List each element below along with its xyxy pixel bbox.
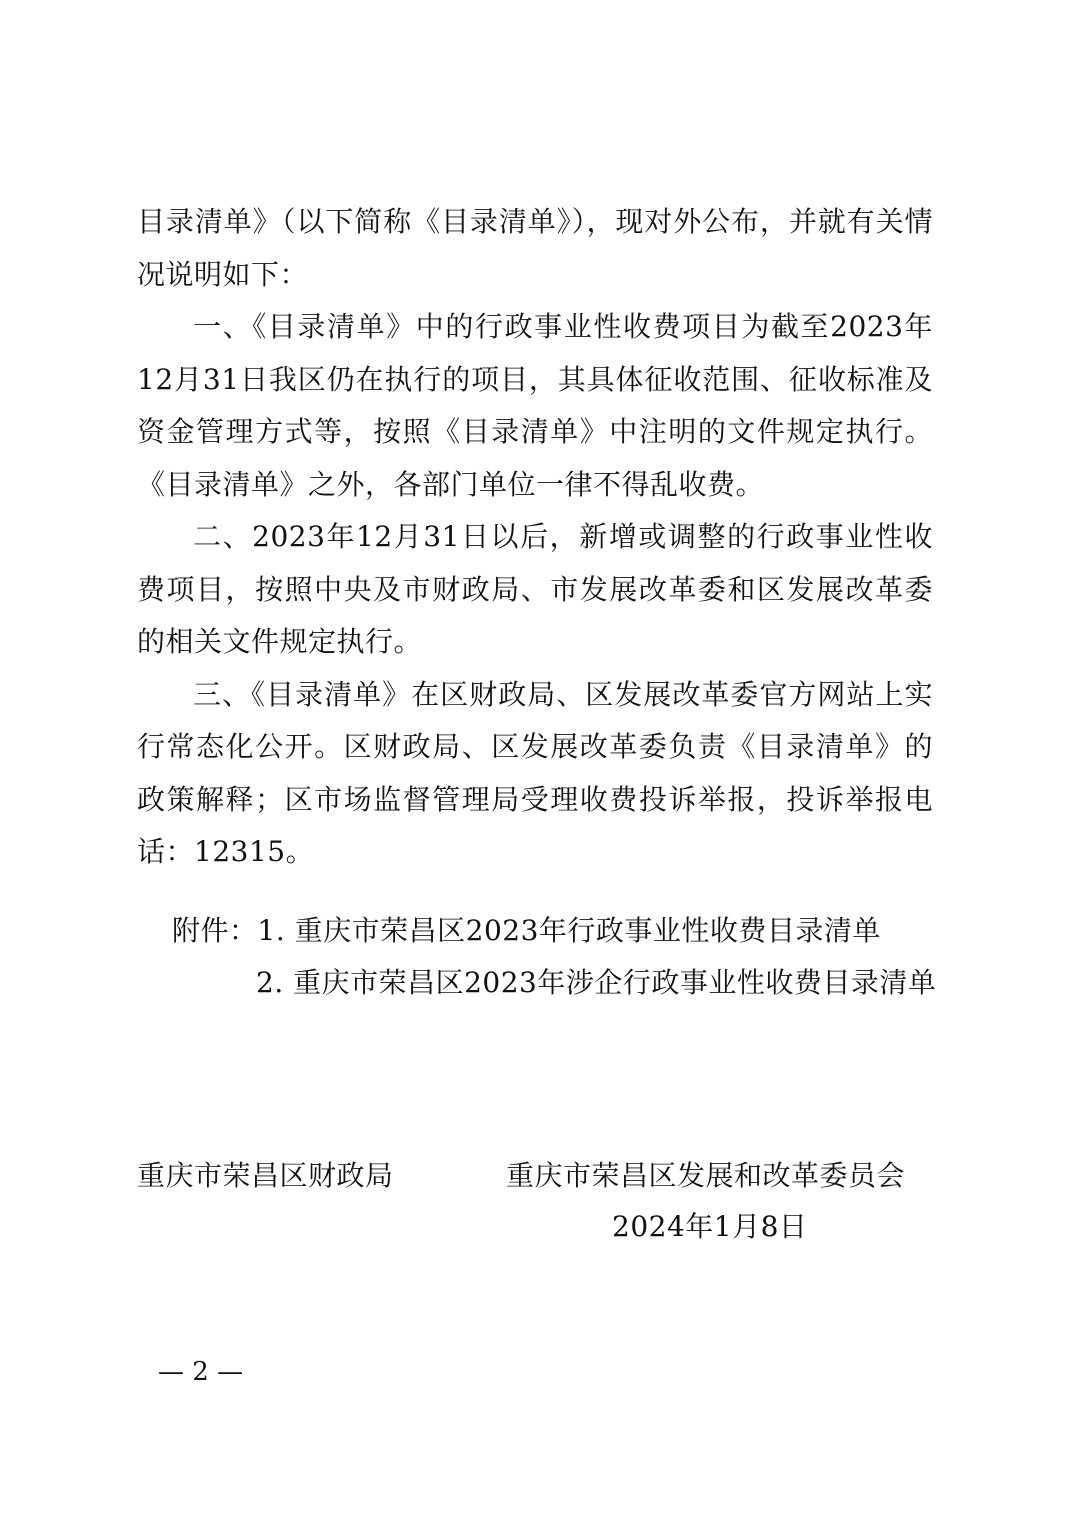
attachments-section [172, 905, 942, 1009]
page-number: — 2 — [158, 1357, 244, 1387]
document-body [137, 196, 933, 879]
attachment-item-2: 2. 重庆市荣昌区2023年涉企行政事业性收费目录清单 [256, 966, 937, 999]
attachments-label: 附件： [172, 914, 258, 947]
signature-date: 2024年1月8日 [612, 1210, 808, 1243]
paragraph-item-3: 三、《目录清单》在区财政局、区发展改革委官方网站上实行常态化公开。区财政局、区发展改革委负责《目录清单》的政策解释；区市场监督管理局受理收费投诉举报，投诉举报电话：12315。 [137, 677, 933, 868]
signature-org-development: 重庆市荣昌区发展和改革委员会 [506, 1159, 906, 1192]
signature-org-finance: 重庆市荣昌区财政局 [137, 1159, 394, 1192]
paragraph-item-1: 一、《目录清单》中的行政事业性收费项目为截至2023年12月31日我区仍在执行的项目，其具体征收范围、征收标准及资金管理方式等，按照《目录清单》中注明的文件规定执行。《目录清单》之外，各部门单位一律不得乱收费。 [137, 310, 933, 501]
paragraph-intro: 目录清单》（以下简称《目录清单》），现对外公布，并就有关情况说明如下： [137, 205, 933, 291]
attachment-row-2 [172, 957, 942, 1009]
paragraph-item-2: 二、2023年12月31日以后，新增或调整的行政事业性收费项目，按照中央及市财政局、市发展改革委和区发展改革委的相关文件规定执行。 [137, 520, 933, 658]
attachment-item-1: 1. 重庆市荣昌区2023年行政事业性收费目录清单 [257, 914, 881, 947]
attachment-row-1 [172, 905, 942, 957]
